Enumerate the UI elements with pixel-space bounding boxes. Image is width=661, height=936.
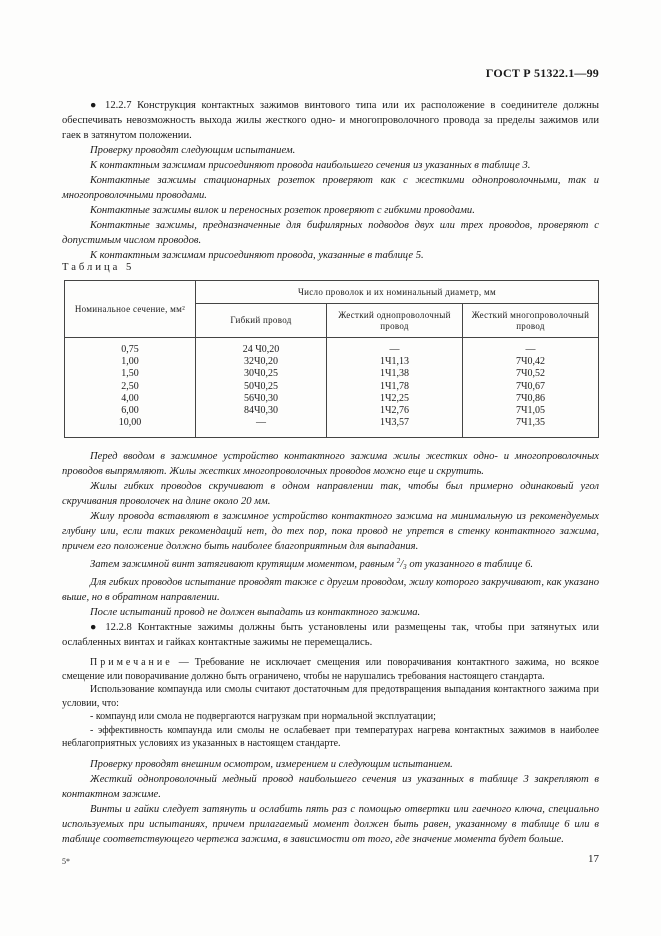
paragraph: ● 12.2.8 Контактные зажимы должны быть установлены или размещены так, чтобы при затянутых или ослабленных винтах и гайках контактные зажимы не перемещались. [62,622,599,648]
solid-column [327,338,463,438]
paragraph: Проверку проводят внешним осмотром, измерением и следующим испытанием. [90,758,453,770]
table-cell: 84Ч0,30 [244,405,278,417]
paragraph: После испытаний провод не должен выпадать из контактного зажима. [90,607,421,618]
paragraph: Контактные зажимы вилок и переносных розеток проверяют с гибкими проводами. [90,205,475,216]
table-cell: 30Ч0,25 [244,368,278,380]
footer-mark: 5* [62,857,70,866]
table-cell: 1,00 [121,356,139,368]
table-cell: 56Ч0,30 [244,392,278,404]
table-cell: — [525,344,536,355]
wire-table [64,280,599,438]
fraction-numerator: 2 [396,557,401,565]
table-cell: 1Ч1,78 [380,380,409,392]
paragraph: Затем зажимной винт затягивают крутящим моментом, равным $^2/_3$ от указанного в таблице 6. [90,557,534,571]
note-text: — Требование не исключает смещения или поворачивания контактного зажима, но всякое смещение или поворачивание должно быть ограничено, чтобы не нарушались требования настоящего стандарта. [62,657,599,682]
table-title: Таблица 5 [62,262,135,273]
nominal-column [65,338,196,438]
table-cell: 0,75 [121,344,139,355]
table-cell: 7Ч0,67 [516,380,545,392]
table-cell: — [389,344,400,355]
table-cell: 1Ч1,38 [380,368,409,380]
paragraph: Для гибких проводов испытание проводят также с другим проводом, жилу которого закручивают, как указано выше, но в обратном направлении. [62,577,599,603]
paragraph: Контактные зажимы, предназначенные для бифилярных подводов двух или трех проводов, проверяют с допустимым числом проводов. [62,220,599,246]
table-cell: 1,50 [121,368,139,380]
note-label: Примечание [90,657,173,668]
note [62,656,599,683]
table-cell: 7Ч0,86 [516,392,545,404]
table-cell: 1Ч2,76 [380,405,409,417]
paragraph: Проверку проводят следующим испытанием. [90,145,296,156]
table-cell: 7Ч1,35 [516,417,545,429]
table-cell: 7Ч1,05 [516,405,545,417]
table-cell: 50Ч0,25 [244,380,278,392]
standard-header: ГОСТ Р 51322.1—99 [485,66,599,80]
stranded-column [463,338,599,438]
table-cell: 24 Ч0,20 [242,344,280,355]
header-solid: Жесткий однопроволочный провод [327,304,463,338]
table-cell: 1Ч1,13 [380,356,409,368]
list-item: - компаунд или смола не подвергаются нагрузкам при нормальной эксплуатации; [90,711,436,722]
text-part: от указанного в таблице 6. [406,559,534,570]
table-cell: 10,00 [118,417,142,429]
table-cell: 1Ч3,57 [380,417,409,429]
table-cell: 1Ч2,25 [380,392,409,404]
page-number: 17 [588,853,599,865]
paragraph: Жилу провода вставляют в зажимное устройство контактного зажима на минимальную из рекомендуемых глубину или, если таких рекомендаций нет, до тех пор, пока провод не упрется в стенку контактного зажима, причем его положение должно быть наиболее благоприятным для выпадания. [62,511,599,552]
table-cell: 2,50 [121,380,139,392]
paragraph: Жесткий однопроволочный медный провод наибольшего сечения из указанных в таблице 3 закрепляют в контактном зажиме. [62,773,599,800]
text-part: Затем зажимной винт затягивают крутящим моментом, равным [90,559,397,570]
header-stranded: Жесткий многопроволочный провод [463,304,599,338]
paragraph: Использование компаунда или смолы считают достаточным для предотвращения выпадания контактного зажима при условии, что: [62,684,599,709]
table-cell: 32Ч0,20 [244,356,278,368]
clause-12-2-7 [62,98,599,263]
flexible-column [196,338,327,438]
table-cell: 7Ч0,52 [516,368,545,380]
list-item: - эффективность компаунда или смолы не ослабевает при температурах нагрева контактных зажимов в наиболее неблагоприятных условиях из указанных в настоящем стандарте. [62,724,599,749]
header-flexible: Гибкий провод [196,304,327,338]
header-nominal: Номинальное сечение, мм² [65,281,196,338]
paragraph: Винты и гайки следует затянуть и ослабить пять раз с помощью отвертки или гаечного ключа, специально используемых при испытаниях, причем прилагаемый момент должен быть равен, указанному в таблице 6 или в таблице соответствующего чертежа зажима, в зависимости от того, где значение момента будет больше. [62,803,599,845]
header-group: Число проволок и их номинальный диаметр, мм [196,281,599,304]
table-cell: 4,00 [121,392,139,404]
paragraph: К контактным зажимам присоединяют провода, указанные в таблице 5. [90,250,424,261]
paragraph: Жилы гибких проводов скручивают в одном направлении так, чтобы был примерно одинаковый угол скручивания проволочек на длине около 20 мм. [62,481,599,507]
table-cell: 7Ч0,42 [516,356,545,368]
paragraph: ● 12.2.7 Конструкция контактных зажимов винтового типа или их расположение в соединителе должны обеспечивать невозможность выхода жилы жесткого одно- и многопроволочного провода за пределы зажимов или гаек в затянутом положении. [62,100,599,141]
paragraph: Контактные зажимы стационарных розеток проверяют как с жесткими однопроволочными, так и многопроволочными проводами. [62,175,599,201]
table-cell: 6,00 [121,405,139,417]
table-cell: — [256,417,266,429]
paragraph: К контактным зажимам присоединяют провода наибольшего сечения из указанных в таблице 3. [90,160,531,171]
text-after-table [62,449,599,847]
paragraph: Перед вводом в зажимное устройство контактного зажима жилы жестких одно- и многопроволочных проводов выпрямляют. Жилы жестких многопроволочных проводов можно еще и скрутить. [62,451,599,477]
fraction-denominator: 3 [403,563,407,571]
